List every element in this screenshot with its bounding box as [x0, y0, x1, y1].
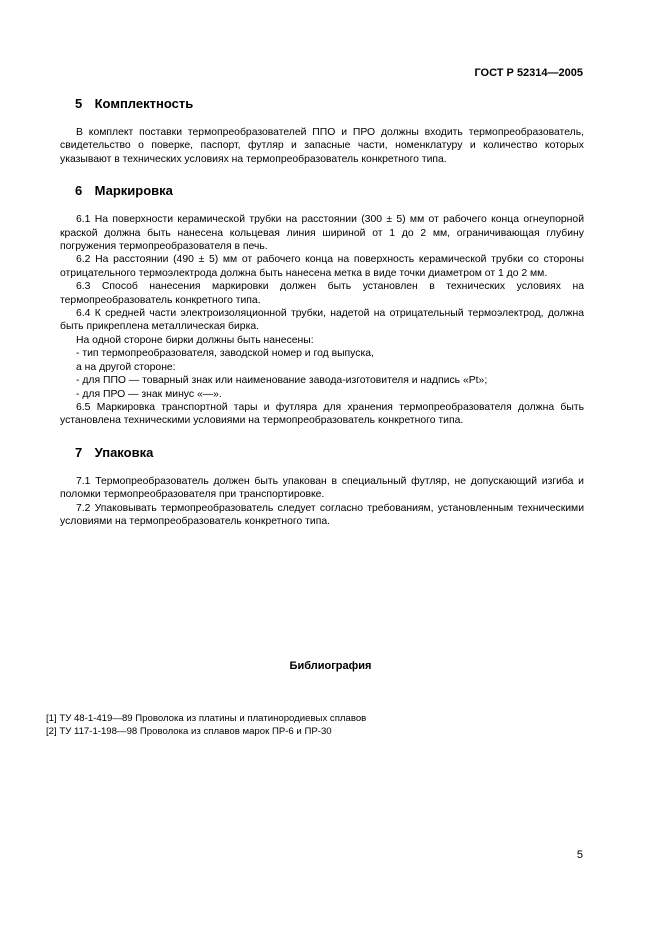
- section-heading: [75, 445, 584, 461]
- paragraph: 6.4 К средней части электроизоляционной трубки, надетой на отрицательный термоэлектрод, должна быть прикреплена металлическая бирка.: [60, 308, 584, 333]
- bibliography-title: Библиография: [289, 660, 372, 672]
- bibliography-list: [46, 713, 366, 738]
- list-item: - тип термопреобразователя, заводской номер и год выпуска,: [76, 348, 374, 360]
- section-number: 6: [75, 183, 83, 199]
- section-number: 5: [75, 96, 83, 111]
- section-6: [60, 183, 584, 428]
- section-title: Упаковка: [94, 444, 154, 460]
- section-heading: [75, 183, 584, 199]
- document-body: [60, 96, 584, 545]
- section-number: 7: [75, 444, 83, 460]
- list-item: - для ПРО — знак минус «—».: [76, 388, 222, 400]
- paragraph: 6.5 Маркировка транспортной тары и футляра для хранения термопреобразователя должна быть установлена техническими условиями на термопреобразователь конкретного типа.: [60, 401, 584, 427]
- bibliography-item: [1] ТУ 48-1-419—89 Проволока из платины и платинородиевых сплавов: [46, 713, 367, 724]
- paragraph: 7.1 Термопреобразователь должен быть упакован в специальный футляр, не допускающий изгиба и поломки термопреобразователя при транспортировке.: [60, 475, 584, 501]
- paragraph: 7.2 Упаковывать термопреобразователь следует согласно требованиям, установленным техническими условиями на термопреобразователь конкретного типа.: [60, 502, 584, 527]
- section-heading: [75, 96, 584, 112]
- list-item: - для ППО — товарный знак или наименование завода-изготовителя и надпись «Pt»;: [76, 375, 488, 387]
- section-7: [60, 445, 584, 529]
- paragraph: 6.3 Способ нанесения маркировки должен быть установлен в технических условиях на термопреобразователь конкретного типа.: [60, 281, 584, 306]
- section-title: Маркировка: [94, 183, 173, 199]
- paragraph: а на другой стороне:: [76, 361, 176, 373]
- section-5: [60, 96, 584, 166]
- document-id: ГОСТ Р 52314—2005: [474, 67, 583, 79]
- paragraph: На одной стороне бирки должны быть нанесены:: [76, 334, 314, 346]
- paragraph: 6.1 На поверхности керамической трубки на расстоянии (300 ± 5) мм от рабочего конца огнеупорной краской должна быть нанесена кольцевая линия шириной от 1 до 2 мм, ограничивающая глубину погружения термопреобразователя в печь.: [60, 214, 584, 253]
- bibliography-item: [2] ТУ 117-1-198—98 Проволока из сплавов марок ПР-6 и ПР-30: [46, 725, 332, 737]
- paragraph: 6.2 На расстоянии (490 ± 5) мм от рабочего конца на поверхность керамической трубки со стороны отрицательного термоэлектрода должна быть нанесена метка в виде точки диаметром от 1 до 2 мм.: [60, 254, 584, 279]
- page-number: 5: [576, 849, 583, 861]
- paragraph: В комплект поставки термопреобразователей ППО и ПРО должны входить термопреобразователь, свидетельство о поверке, паспорт, футляр и запасные части, номенклатуру и количество которых указывают в технических условиях на термопреобразователь конкретного типа.: [60, 127, 584, 165]
- section-title: Комплектность: [94, 96, 194, 111]
